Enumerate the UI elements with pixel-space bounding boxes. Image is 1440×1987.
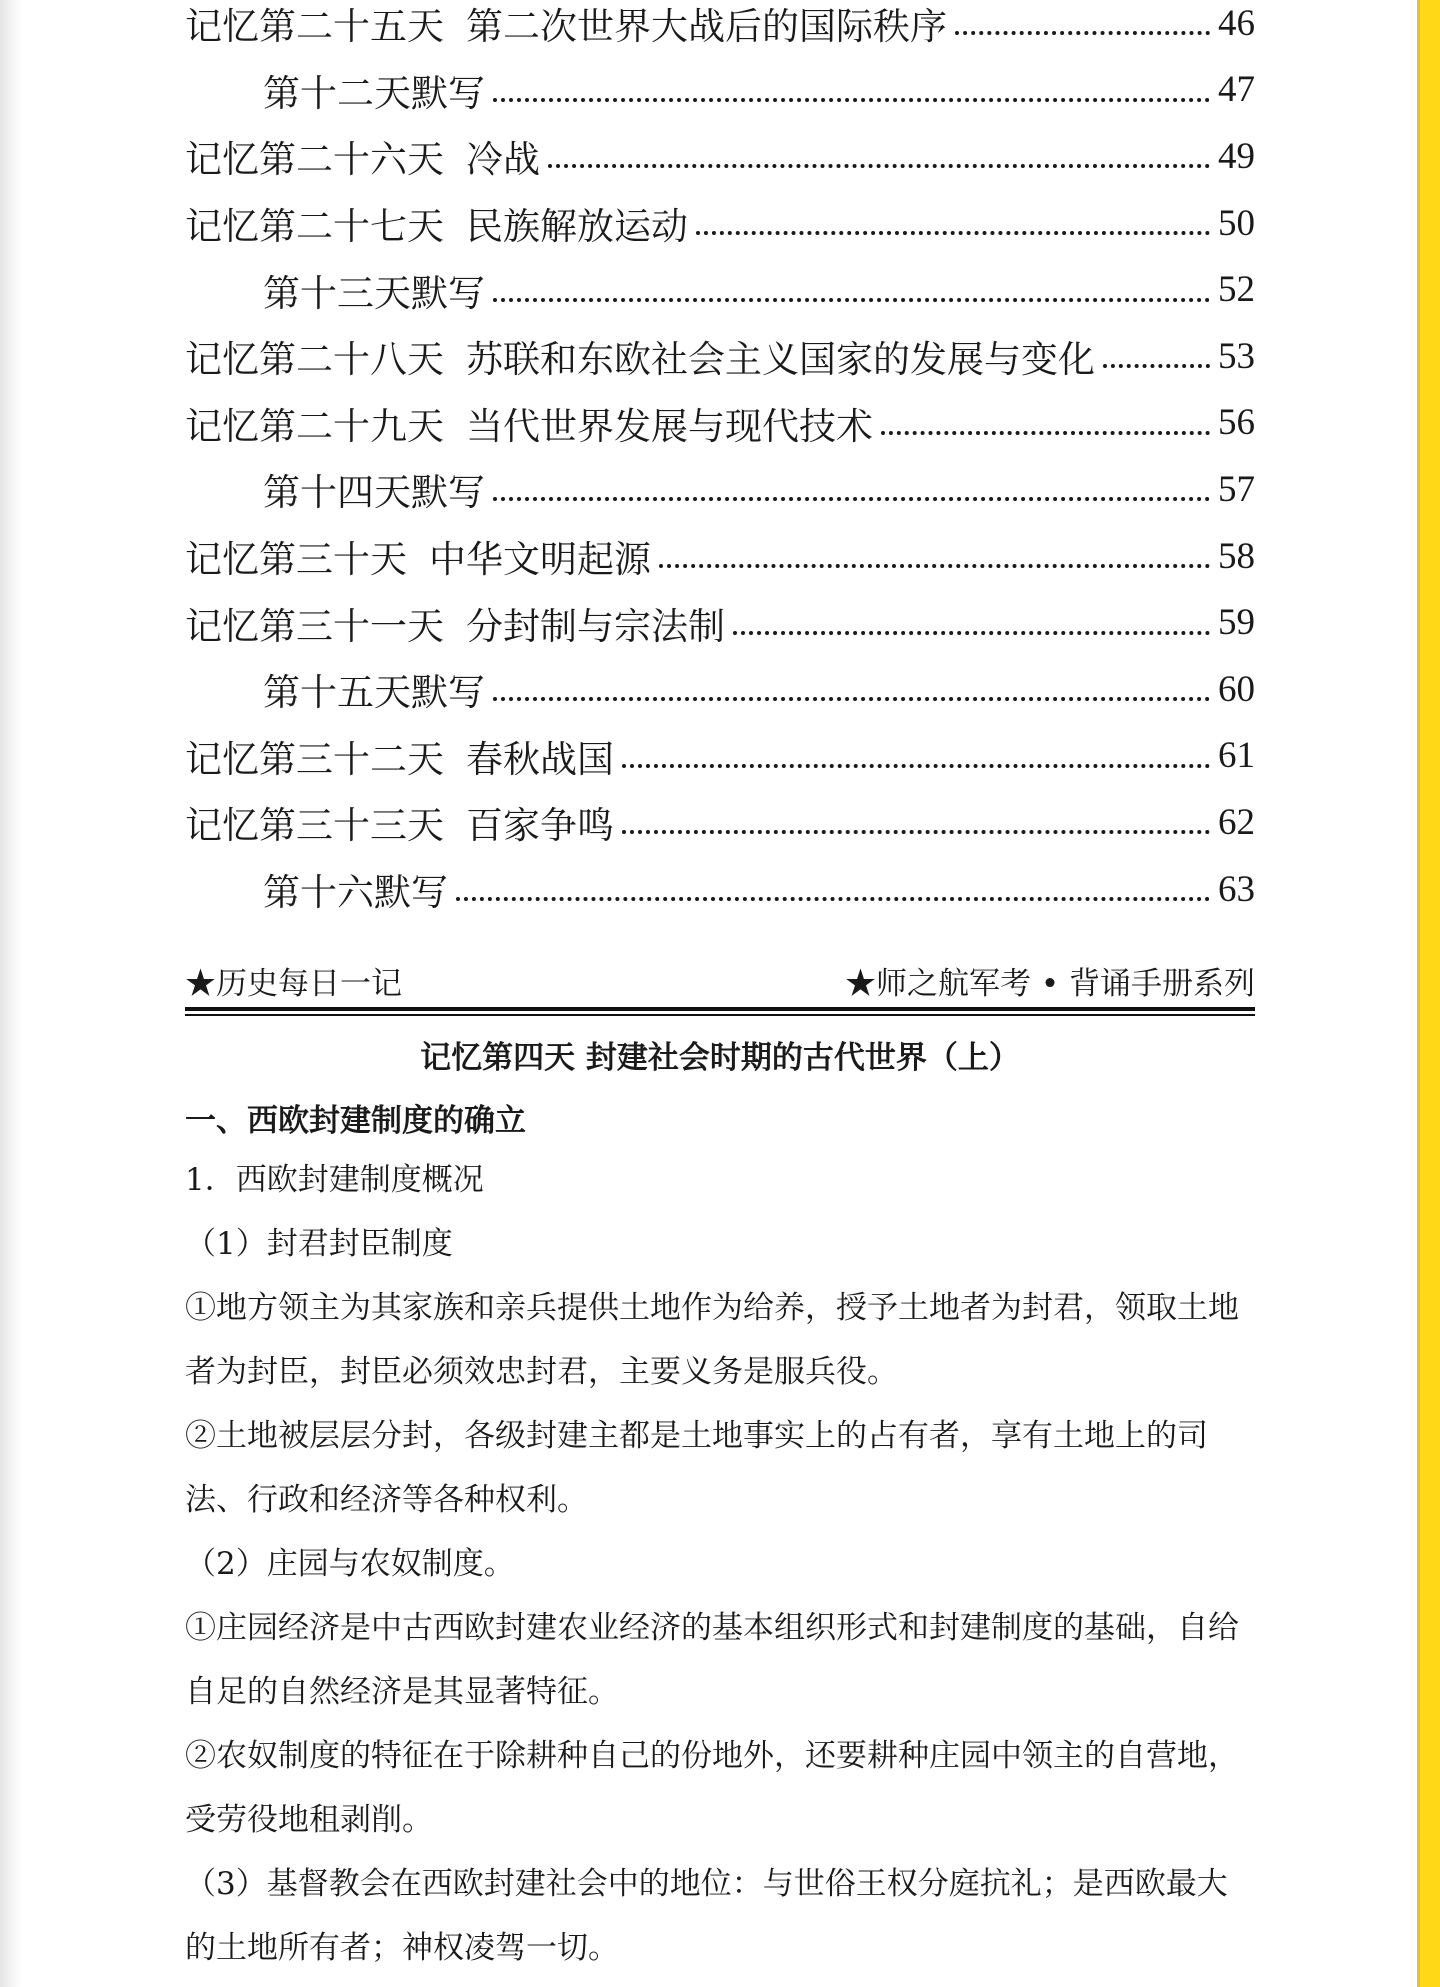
toc-entry-title — [185, 129, 540, 183]
toc-leader-dots — [955, 31, 1210, 35]
toc-entry-topic: 苏联和东欧社会主义国家的发展与变化 — [466, 338, 1095, 382]
toc-entry-title — [185, 0, 947, 50]
page-right-yellow-strip — [1420, 0, 1440, 1987]
paragraph: ②土地被层层分封，各级封建主都是土地事实上的占有者，享有土地上的司法、行政和经济等各种权利。 — [185, 1418, 1208, 1518]
header-rule-thin — [185, 1014, 1255, 1016]
toc-leader-dots — [493, 697, 1210, 701]
paragraph: ①庄园经济是中古西欧封建农业经济的基本组织形式和封建制度的基础，自给自足的自然经济是其显著特征。 — [185, 1610, 1239, 1710]
toc-entry[interactable] — [185, 256, 1255, 323]
toc-leader-dots — [696, 231, 1210, 235]
toc-page-number: 50 — [1218, 202, 1255, 244]
toc-entry[interactable] — [185, 589, 1255, 656]
header-rule-thick — [185, 1007, 1255, 1011]
header-right: ★师之航军考 • 背诵手册系列 — [845, 966, 1255, 1002]
toc-entry-day: 记忆第三十一天 — [185, 604, 444, 648]
toc-entry-day: 记忆第三十二天 — [185, 737, 444, 781]
toc-entry[interactable] — [185, 0, 1255, 57]
toc-page-number: 57 — [1218, 468, 1255, 510]
toc-leader-dots — [493, 298, 1210, 302]
toc-entry[interactable] — [185, 656, 1255, 723]
toc-entry[interactable] — [185, 789, 1255, 856]
toc-entry-title — [185, 529, 651, 583]
toc-entry-title — [185, 729, 614, 783]
toc-entry-title — [185, 596, 725, 650]
toc-leader-dots — [659, 564, 1210, 568]
toc-entry-day: 记忆第二十八天 — [185, 338, 444, 382]
subheading-1-2: （2）庄园与农奴制度。 — [185, 1546, 515, 1582]
toc-page-number: 60 — [1218, 668, 1255, 710]
toc-entry-topic: 中华文明起源 — [429, 538, 651, 582]
page-left-shadow — [0, 0, 22, 1987]
toc-entry-day: 第十四天默写 — [263, 471, 485, 515]
subheading-1: 1．西欧封建制度概况 — [185, 1162, 484, 1198]
section-heading: 一、西欧封建制度的确立 — [185, 1103, 526, 1139]
paragraph: ①地方领主为其家族和亲兵提供土地作为给养，授予土地者为封君，领取土地者为封臣，封臣必须效忠封君，主要义务是服兵役。 — [185, 1290, 1239, 1390]
toc-leader-dots — [1103, 364, 1210, 368]
toc-entry-title — [263, 862, 448, 916]
toc-entry-day: 第十三天默写 — [263, 271, 485, 315]
toc-entry-topic: 春秋战国 — [466, 737, 614, 781]
toc-page-number: 58 — [1218, 535, 1255, 577]
toc-page-number: 53 — [1218, 335, 1255, 377]
toc-entry-title — [185, 329, 1095, 383]
toc-entry-day: 第十六默写 — [263, 871, 448, 915]
toc-leader-dots — [881, 431, 1210, 435]
toc-entry-title — [185, 795, 614, 849]
toc-page-number: 61 — [1218, 735, 1255, 777]
toc-entry-day: 第十二天默写 — [263, 71, 485, 115]
toc-entry-title — [263, 662, 485, 716]
toc-entry-topic: 冷战 — [466, 138, 540, 182]
toc-entry[interactable] — [185, 323, 1255, 390]
toc-entry-title — [185, 196, 688, 250]
toc-entry-day: 记忆第三十天 — [185, 538, 407, 582]
toc-page-number: 47 — [1218, 69, 1255, 111]
toc-entry[interactable] — [185, 856, 1255, 923]
toc-entry-day: 记忆第二十五天 — [185, 5, 444, 49]
toc-entry[interactable] — [185, 123, 1255, 190]
toc-page-number: 62 — [1218, 801, 1255, 843]
toc-entry-topic: 当代世界发展与现代技术 — [466, 404, 873, 448]
toc-entry-day: 记忆第三十三天 — [185, 804, 444, 848]
running-header — [185, 958, 1255, 1003]
toc-entry[interactable] — [185, 523, 1255, 590]
chapter-title: 记忆第四天 封建社会时期的古代世界（上） — [420, 1040, 1020, 1076]
toc-entry-topic: 百家争鸣 — [466, 804, 614, 848]
toc-entry[interactable] — [185, 390, 1255, 457]
toc-entry[interactable] — [185, 723, 1255, 790]
toc-entry-topic: 分封制与宗法制 — [466, 604, 725, 648]
toc-entry[interactable] — [185, 456, 1255, 523]
toc-entry-day: 记忆第二十六天 — [185, 138, 444, 182]
toc-entry-topic: 民族解放运动 — [466, 205, 688, 249]
toc-page-number: 63 — [1218, 868, 1255, 910]
toc-entry-title — [263, 263, 485, 317]
toc-page-number: 59 — [1218, 602, 1255, 644]
toc-entry-day: 第十五天默写 — [263, 671, 485, 715]
toc-leader-dots — [622, 830, 1210, 834]
toc-leader-dots — [456, 897, 1210, 901]
toc-entry-topic: 第二次世界大战后的国际秩序 — [466, 5, 947, 49]
subheading-1-3: （3）基督教会在西欧封建社会中的地位：与世俗王权分庭抗礼；是西欧最大的土地所有者；神权凌驾一切。 — [185, 1866, 1228, 1966]
toc-entry-day: 记忆第二十七天 — [185, 205, 444, 249]
toc-page-number: 49 — [1218, 135, 1255, 177]
toc-page-number: 56 — [1218, 402, 1255, 444]
toc-entry[interactable] — [185, 190, 1255, 257]
toc-leader-dots — [733, 631, 1210, 635]
table-of-contents — [185, 0, 1255, 922]
toc-entry-day: 记忆第二十九天 — [185, 404, 444, 448]
toc-page-number: 46 — [1218, 2, 1255, 44]
toc-entry-title — [263, 63, 485, 117]
toc-leader-dots — [493, 497, 1210, 501]
toc-entry-title — [263, 462, 485, 516]
toc-page-number: 52 — [1218, 269, 1255, 311]
toc-leader-dots — [622, 764, 1210, 768]
subheading-1-1: （1）封君封臣制度 — [185, 1226, 453, 1262]
toc-entry[interactable] — [185, 57, 1255, 124]
paragraph: ②农奴制度的特征在于除耕种自己的份地外，还要耕种庄园中领主的自营地，受劳役地租剥削。 — [185, 1738, 1239, 1838]
toc-leader-dots — [493, 98, 1210, 102]
header-left: ★历史每日一记 — [185, 966, 402, 1002]
toc-entry-title — [185, 396, 873, 450]
toc-leader-dots — [548, 164, 1210, 168]
